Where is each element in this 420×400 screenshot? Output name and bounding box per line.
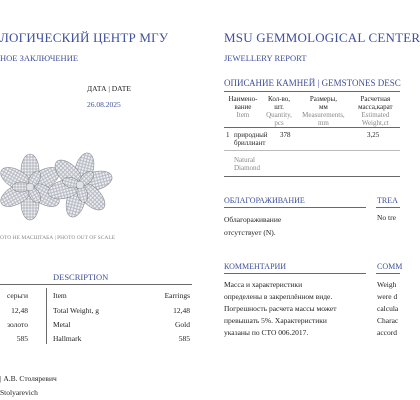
description-divider: [46, 288, 47, 344]
signature-ru: | А.В. Столяревич: [0, 374, 57, 383]
hallmark-ru-value: 585: [16, 334, 28, 343]
gemstones-header: [224, 95, 400, 127]
treatment-text-en: No tre: [377, 213, 396, 222]
treatment-rule-en: [376, 207, 400, 208]
treatment-text-ru: Облагораживание отсутствует (N).: [224, 215, 282, 237]
stone-row-weight: 3,25: [367, 131, 380, 139]
photo-caption: ОТО НЕ МАСШТАБА | PHOTO OUT OF SCALE: [0, 235, 116, 241]
col-weight-ru: Расчетная масса,карат: [358, 95, 393, 111]
description-rule: [0, 284, 192, 285]
comments-rule-ru: [224, 273, 366, 274]
item-ru-value: серьги: [6, 291, 28, 300]
metal-ru-value: золото: [7, 320, 28, 329]
weight-label: Total Weight, g: [53, 306, 100, 315]
hallmark-label: Hallmark: [53, 334, 82, 343]
treatment-title-ru: ОБЛАГОРАЖИВАНИЕ: [224, 196, 305, 205]
right-title: MSU GEMMOLOGICAL CENTER: [224, 30, 420, 45]
stone-row-num: 1: [226, 131, 230, 139]
stones-rule-bottom: [224, 176, 400, 177]
metal-value: Gold: [175, 320, 190, 329]
stone-row-qty: 378: [280, 131, 291, 139]
stones-rule-mid: [224, 127, 400, 128]
item-label: Item: [53, 291, 67, 300]
date-value: 26.08.2025: [87, 100, 121, 109]
hallmark-value: 585: [178, 334, 190, 343]
comments-text-ru: Масса и характеристики определены в закреплённом виде. Погрешность расчета массы может превышать 5%. Характеристики указаны по СТО 006.2017.: [224, 280, 337, 337]
comments-title-ru: КОММЕНТАРИИ: [224, 262, 287, 271]
stones-rule-top: [224, 91, 400, 92]
earring-right: [46, 151, 114, 219]
comments-rule-en: [376, 273, 400, 274]
col-size-ru: Размеры, мм: [309, 95, 337, 111]
treatment-title-en: TREA: [377, 196, 398, 205]
weight-value: 12,48: [173, 306, 190, 315]
col-weight-en: Estimated Weight,ct: [361, 111, 390, 127]
stone-row-name-en: Natural Diamond: [234, 156, 261, 172]
col-item-en: Item: [236, 111, 250, 119]
metal-label: Metal: [53, 320, 71, 329]
stones-title: ОПИСАНИЕ КАМНЕЙ | GEMSTONES DESC: [224, 78, 401, 88]
stones-row-divider: [224, 150, 400, 151]
col-size-en: Measurements, mm: [302, 111, 345, 127]
left-title: ЛОГИЧЕСКИЙ ЦЕНТР МГУ: [0, 30, 169, 45]
date-label: ДАТА | DATE: [87, 84, 131, 93]
treatment-rule-ru: [224, 207, 366, 208]
right-subtitle: JEWELLERY REPORT: [224, 53, 307, 63]
gemstones-table: [224, 95, 400, 127]
col-qty-en: Quantity, pcs: [266, 111, 292, 127]
col-item-ru: Наимено- вание: [228, 95, 258, 111]
stone-row-name-ru: природный бриллиант: [234, 131, 268, 147]
earrings-photo: [0, 145, 110, 230]
signature-en: Stolyarevich: [0, 388, 38, 397]
col-qty-ru: Кол-во, шт.: [268, 95, 291, 111]
left-subtitle: НОЕ ЗАКЛЮЧЕНИЕ: [0, 53, 79, 63]
weight-ru-value: 12,48: [11, 306, 28, 315]
comments-text-en: Weigh were d calcula Charac accord: [377, 280, 399, 337]
item-value: Earrings: [164, 291, 190, 300]
comments-title-en: COMM: [377, 262, 403, 271]
description-title: DESCRIPTION: [53, 272, 109, 282]
